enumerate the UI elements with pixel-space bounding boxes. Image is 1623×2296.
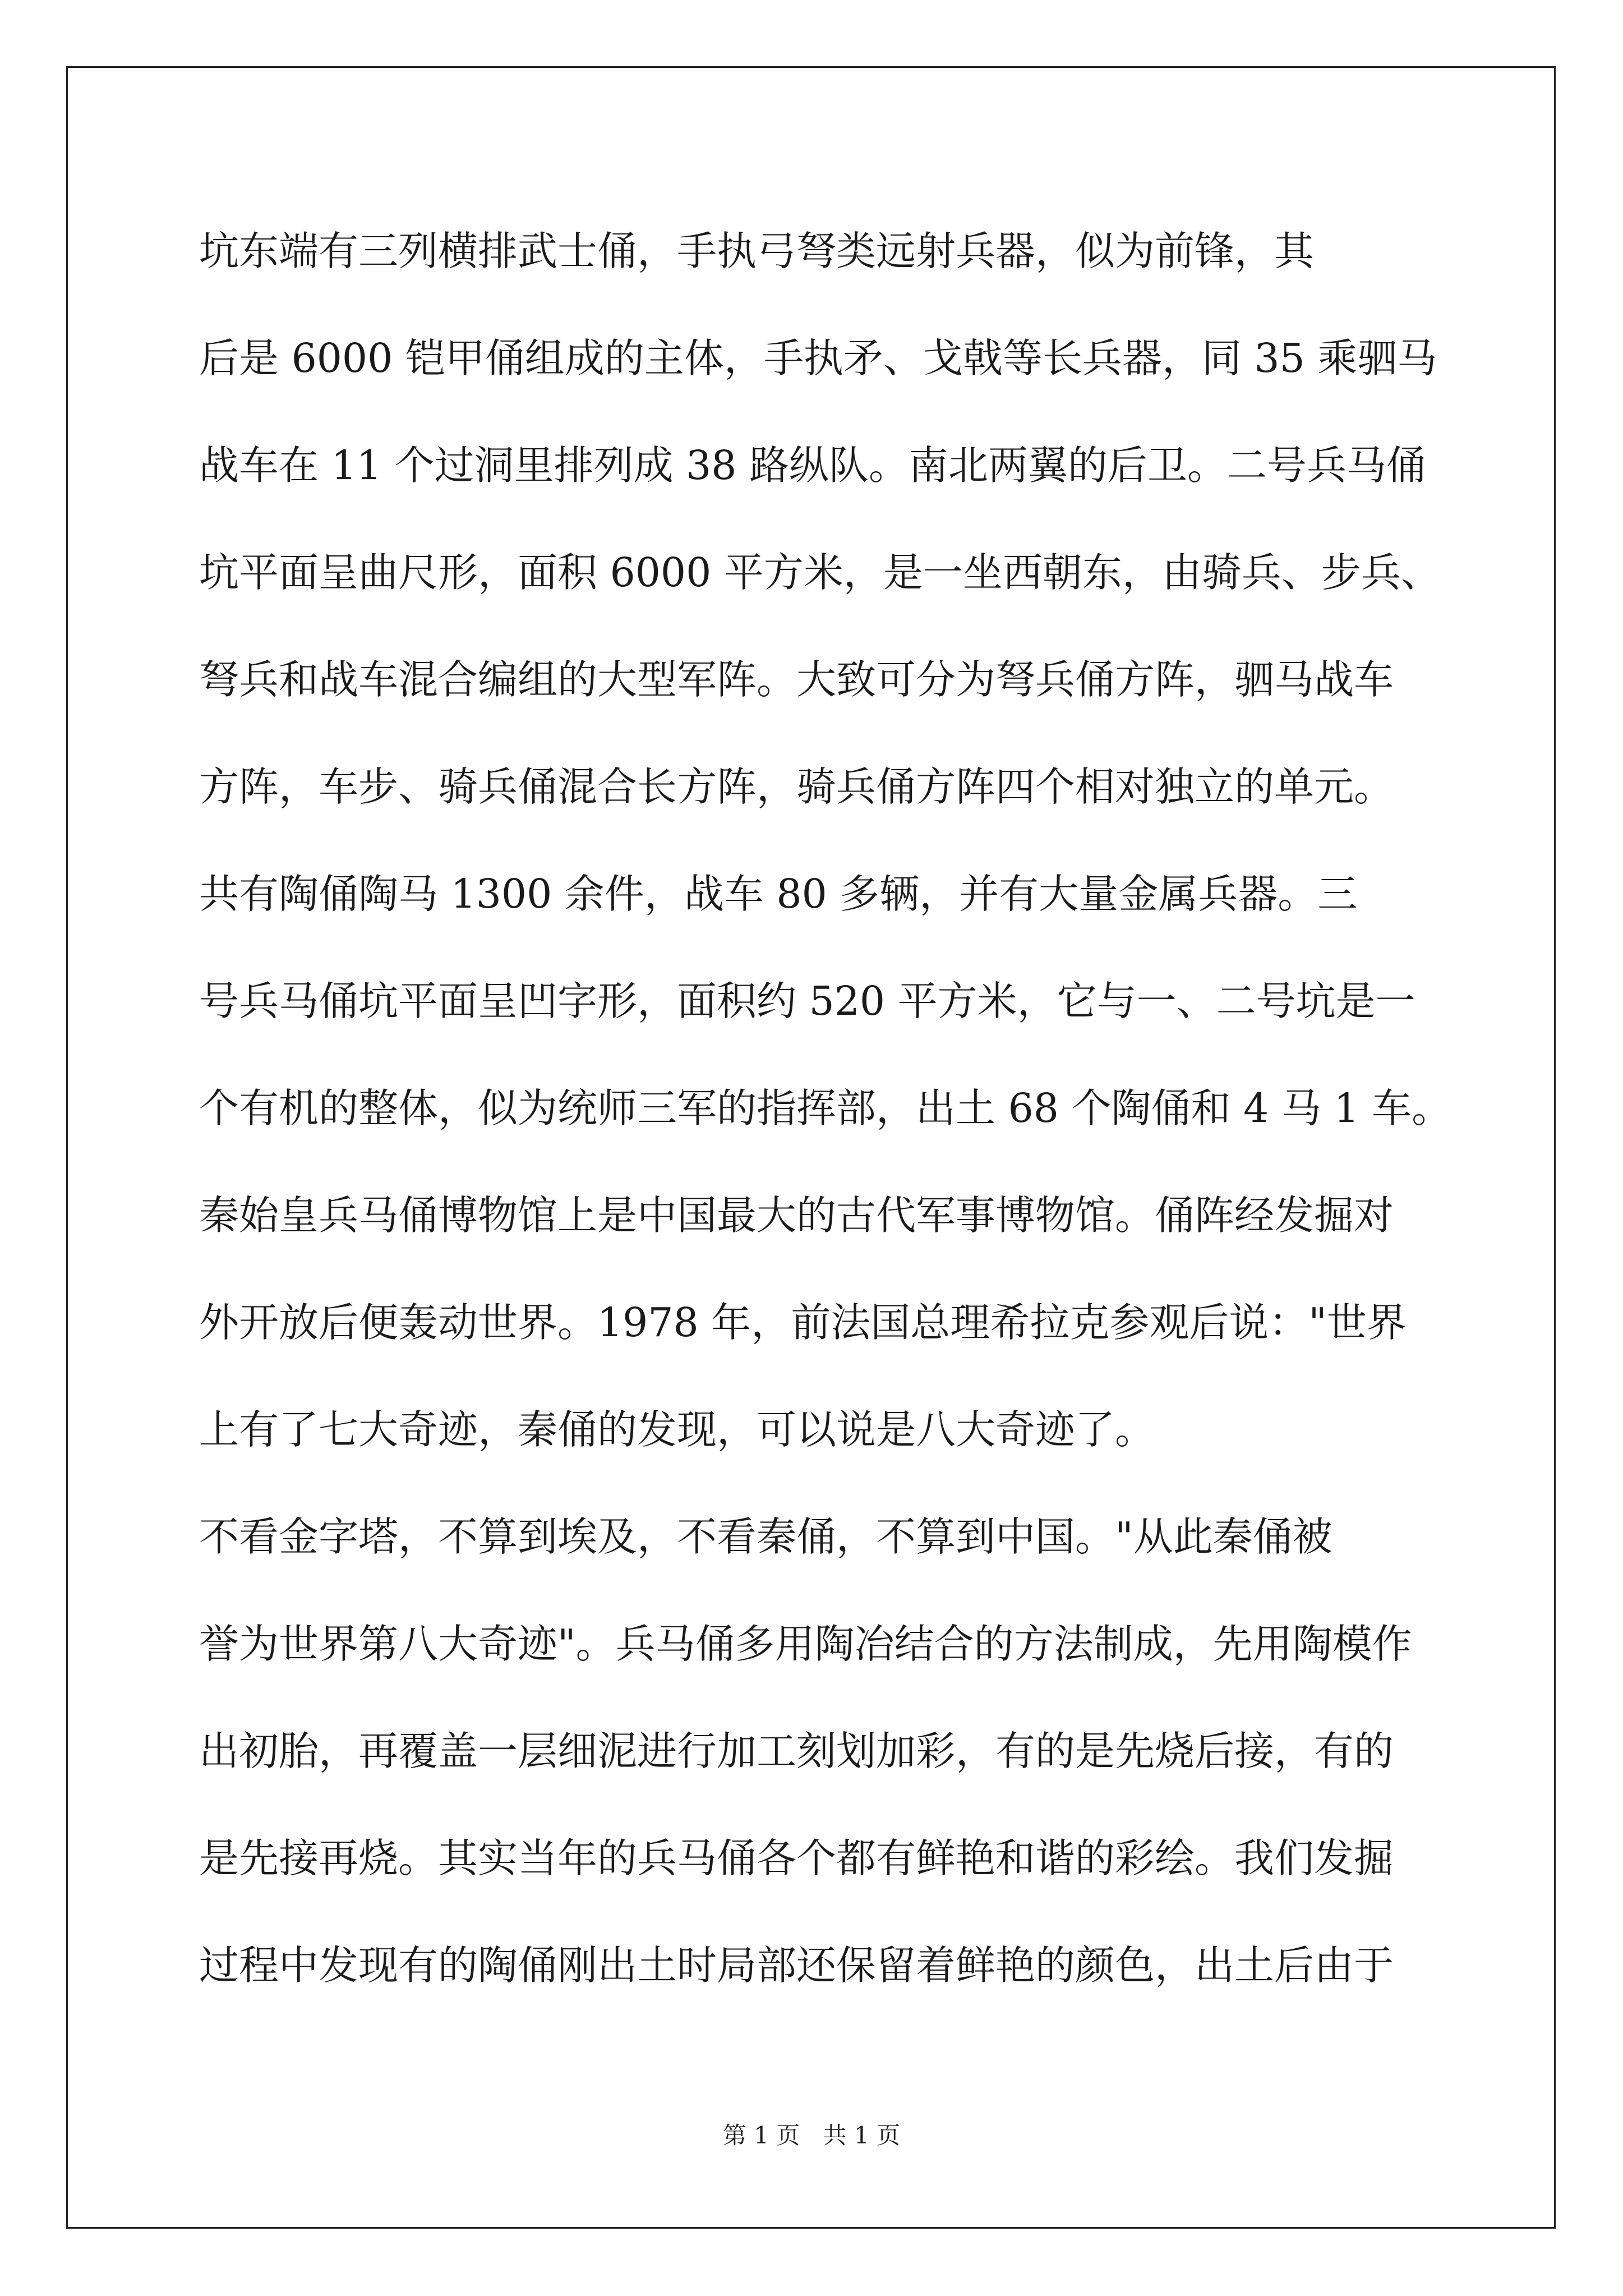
text-line-1: 坑东端有三列横排武士俑，手执弓弩类远射兵器，似为前锋，其	[199, 228, 1315, 274]
text-line-10: 秦始皇兵马俑博物馆上是中国最大的古代军事博物馆。俑阵经发掘对	[199, 1192, 1394, 1239]
text-line-9: 个有机的整体，似为统师三军的指挥部，出土 68 个陶俑和 4 马 1 车。	[199, 1085, 1452, 1131]
text-line-8: 号兵马俑坑平面呈凹字形，面积约 520 平方米，它与一、二号坑是一	[199, 978, 1415, 1024]
text-line-13: 不看金字塔，不算到埃及，不看秦俑，不算到中国。"从此秦俑被	[199, 1513, 1332, 1560]
text-line-12: 上有了七大奇迹，秦俑的发现，可以说是八大奇迹了。	[199, 1406, 1155, 1453]
text-line-2: 后是 6000 铠甲俑组成的主体，手执矛、戈戟等长兵器，同 35 乘驷马	[199, 335, 1437, 381]
text-line-14: 誉为世界第八大奇迹"。兵马俑多用陶冶结合的方法制成，先用陶模作	[199, 1621, 1412, 1667]
text-line-11: 外开放后便轰动世界。1978 年，前法国总理希拉克参观后说："世界	[199, 1299, 1407, 1346]
text-line-17: 过程中发现有的陶俑刚出土时局部还保留着鲜艳的颜色，出土后由于	[199, 1942, 1394, 1989]
document-body	[199, 209, 1452, 2031]
text-line-6: 方阵，车步、骑兵俑混合长方阵，骑兵俑方阵四个相对独立的单元。	[199, 763, 1394, 810]
text-line-3: 战车在 11 个过洞里排列成 38 路纵队。南北两翼的后卫。二号兵马俑	[199, 442, 1426, 489]
text-line-5: 弩兵和战车混合编组的大型军阵。大致可分为弩兵俑方阵，驷马战车	[199, 656, 1394, 703]
page-footer	[0, 2119, 1623, 2152]
text-line-4: 坑平面呈曲尺形，面积 6000 平方米，是一坐西朝东，由骑兵、步兵、	[199, 549, 1441, 596]
text-line-7: 共有陶俑陶马 1300 余件，战车 80 多辆，并有大量金属兵器。三	[199, 871, 1358, 917]
text-line-16: 是先接再烧。其实当年的兵马俑各个都有鲜艳和谐的彩绘。我们发掘	[199, 1835, 1394, 1881]
text-line-15: 出初胎，再覆盖一层细泥进行加工刻划加彩，有的是先烧后接，有的	[199, 1728, 1394, 1774]
page-number: 第 1 页	[722, 2122, 800, 2149]
page-total: 共 1 页	[823, 2122, 901, 2149]
